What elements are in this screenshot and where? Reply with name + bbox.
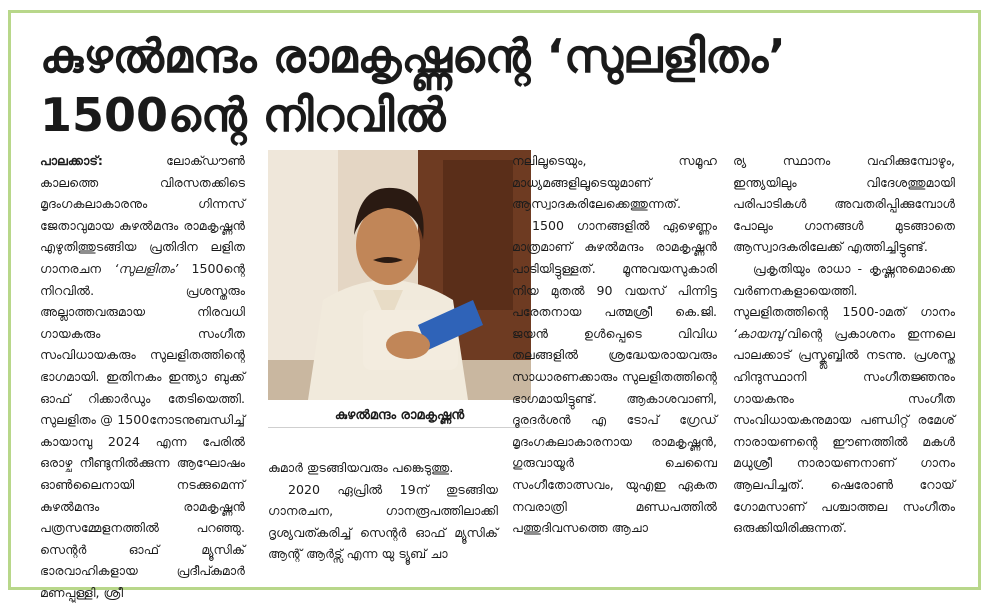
headline (40, 26, 965, 144)
dateline: പാലക്കാട്: (40, 153, 103, 168)
text-run: പ്രകൃതിയും രാധാ - കൃഷ്ണനുമൊക്കെ വർണനകളായെത്തി. സുലളിതത്തിന്റെ 1500-ാമത് ഗാനം (733, 260, 955, 320)
paragraph (40, 150, 245, 603)
article-column-1 (40, 150, 245, 600)
paragraph: ര്യ സ്ഥാനം വഹിക്കുമ്പോഴും, ഇന്ത്യയിലും വിദേശത്തുമായി പരിപാടികൾ അവതരിപ്പിക്കുമ്പോൾ പോലും ഗാനങ്ങൾ മുടങ്ങാതെ ആസ്വാദകരിലേക്ക് എത്തിച്ചിട്ടുണ്ട്. (733, 153, 955, 255)
article-column-3 (512, 150, 717, 585)
headline-line-2: 1500ന്റെ നിറവിൽ (40, 88, 446, 142)
photo-caption: കുഴൽമന്ദം രാമകൃഷ്ണൻ (268, 405, 531, 428)
portrait-photo (268, 150, 531, 400)
paragraph: കുമാർ തുടങ്ങിയവരും പങ്കെടുത്തു. (268, 460, 454, 475)
portrait-illustration (268, 150, 531, 400)
paragraph (733, 258, 955, 539)
song-title: ‘കായമ്പു’ (733, 325, 787, 341)
article-column-2 (268, 457, 498, 587)
text-run: 1500ന്റെ നിറവിൽ. പ്രശസ്തരും അല്ലാത്തവരുമായ നിരവധി ഗായകരും സംഗീത സംവിധായകരും സുലളിതത്തിന്റെ ഭാഗമായി. ഇതിനകം ഇന്ത്യാ ബുക്ക് ഓഫ് റിക്കാർഡും തേടിയെത്തി. സുലളിതം @ 1500നോടനുബന്ധിച്ച് കായാമ്പു 2024 എന്ന പേരിൽ ഒരാഴ്ച നീണ്ടുനിൽക്കുന്ന ആഘോഷം ഓൺലൈനായി നടക്കുമെന്ന് കുഴൽമന്ദം രാമകൃഷ്ണൻ പത്രസമ്മേളനത്തിൽ പറഞ്ഞു. സെന്റർ ഓഫ് മ്യൂസിക് ഭാരവാഹികളായ പ്രദീപ്കുമാർ മണപ്പുള്ളി, ശ്രീ (40, 260, 245, 600)
paragraph: 1500 ഗാനങ്ങളിൽ ഏഴെണ്ണം മാത്രമാണ് കുഴൽമന്ദം രാമകൃഷ്ണൻ പാടിയിട്ടുള്ളത്. മൂന്നുവയസുകാരി നിയ മുതൽ 90 വയസ് പിന്നിട്ട പരേതനായ പത്മശ്രീ കെ.ജി. ജയൻ ഉൾപ്പെടെ വിവിധ തലങ്ങളിൽ ശ്രദ്ധേയരായവരും സാധാരണക്കാരും സുലളിതത്തിന്റെ ഭാഗമായിട്ടുണ്ട്. ആകാശവാണി, ദൂരദർശൻ എ ടോപ് ഗ്രേഡ് മൃദംഗകലാകാരനായ രാമകൃഷ്ണൻ, ഗുരുവായൂർ ചെമ്പൈ സംഗീതോത്സവം, യുഎഇ ഏകത നവരാത്രി മണ്ഡപത്തിൽ പത്തുദിവസത്തെ ആചാ (512, 217, 717, 536)
text-run: ലോക്ഡൗൺ കാലത്തെ വിരസതക്കിടെ മൃദംഗകലാകാരനും ഗിന്നസ് ജേതാവുമായ കുഴൽമന്ദം രാമകൃഷ്ണൻ എഴുതിത്തുടങ്ങിയ പ്രതിദിന ലളിത ഗാനരചന (40, 153, 245, 276)
song-series-title: ‘സുലളിതം’ (114, 260, 179, 276)
headline-line-1: കുഴൽമന്ദം രാമകൃഷ്ണന്റെ ‘സുലളിതം’ (40, 29, 786, 83)
paragraph: നലിലൂടെയും, സമൂഹ മാധ്യമങ്ങളിലൂടെയുമാണ് ആസ്വാദകരിലേക്കെത്തുന്നത്. (512, 153, 717, 212)
text-run: വിന്റെ പ്രകാശനം ഇന്നലെ പാലക്കാട് പ്രസ്ക്ലബ്ബിൽ നടന്നു. പ്രശസ്ത ഹിന്ദുസ്ഥാനി സംഗീതജ്ഞനും ഗായകനും സംഗീത സംവിധായകനുമായ പണ്ഡിറ്റ് രമേശ് നാരായണന്റെ ഈണത്തിൽ മകൾ മധുശ്രീ നാരായണനാണ് ഗാനം ആലപിച്ചത്. ഷെരോൺ റോയ് ഗോമസാണ് പശ്ചാത്തല സംഗീതം ഒരുക്കിയിരിക്കുന്നത്. (733, 325, 955, 536)
article-column-4 (733, 150, 955, 585)
paragraph: 2020 ഏപ്രിൽ 19ന് തുടങ്ങിയ ഗാനരചന, ഗാനരൂപത്തിലാക്കി ദൃശ്യവത്കരിച്ച് സെന്റർ ഓഫ് മ്യൂസിക് ആന്റ് ആർട്സ് എന്ന യു ട്യൂബ് ചാ (268, 481, 498, 562)
